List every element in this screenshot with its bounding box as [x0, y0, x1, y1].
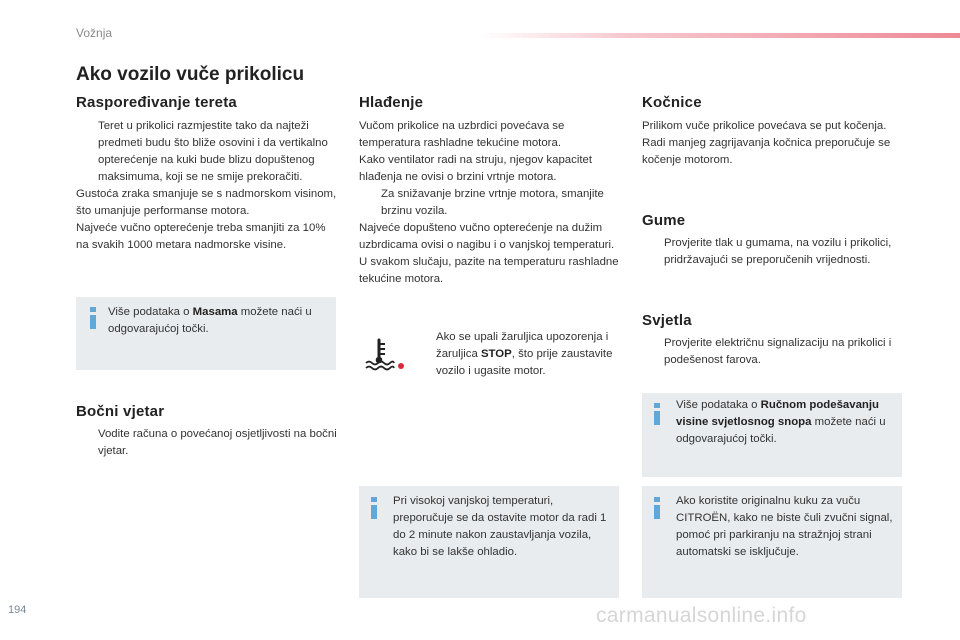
heading-cooling: Hlađenje [359, 94, 424, 111]
info-box-engine-idle [359, 486, 619, 598]
paragraph: Gustoća zraka smanjuje se s nadmorskom visinom, što umanjuje performanse motora. [76, 188, 337, 217]
watermark: carmanualsonline.info [596, 604, 807, 627]
list-item: Provjerite tlak u gumama, na vozilu i prikolici, pridržavajući se preporučenih vrijednosti. [664, 237, 892, 266]
paragraph: U svakom slučaju, pazite na temperaturu rashladne tekućine motora. [359, 256, 619, 285]
heading-lights: Svjetla [642, 312, 692, 329]
paragraph: Prilikom vuče prikolice povećava se put kočenja. [642, 120, 887, 132]
list-item: Teret u prikolici razmjestite tako da najteži predmeti budu što bliže osovini i da vertikalno opterećenje na kuki bude blizu dopuštenog maksimuma, koji se ne smije prekoračiti. [98, 120, 328, 183]
list-item: Za snižavanje brzine vrtnje motora, smanjite brzinu vozila. [381, 188, 604, 217]
col1-text [76, 118, 338, 254]
info-box-headlamp-adjustment [642, 393, 902, 477]
heading-brakes: Kočnice [642, 94, 702, 111]
coolant-temperature-warning-icon [364, 337, 406, 371]
coolant-warning-text [414, 329, 624, 380]
list-item: Vodite računa o povećanoj osjetljivosti na bočni vjetar. [98, 428, 337, 457]
paragraph: Kako ventilator radi na struju, njegov kapacitet hlađenja ne ovisi o brzini vrtnje motora. [359, 154, 593, 183]
section-title: Vožnja [76, 26, 113, 40]
info-text: Pri visokoj vanjskoj temperaturi, preporučuje se da ostavite motor da radi 1 do 2 minute nakon zaustavljanja vozila, kako bi se lakše ohladio. [393, 495, 607, 558]
col1-crosswind-text [76, 426, 338, 460]
info-box-mass [76, 297, 336, 370]
info-text: Ako koristite originalnu kuku za vuču CITROËN, kako ne biste čuli zvučni signal, pomoć pri parkiranju na stražnjoj strani automatski se isključuje. [676, 495, 893, 558]
paragraph: Najveće dopušteno vučno opterećenje na dužim uzbrdicama ovisi o nagibu i o vanjskoj temperaturi. [359, 222, 615, 251]
list-item: Ako se upali žaruljica upozorenja i žaruljica STOP, što prije zaustavite vozilo i ugasite motor. [436, 331, 613, 377]
list-item: Provjerite električnu signalizaciju na prikolici i podešenost farova. [664, 337, 892, 366]
col3-brakes-text [642, 118, 904, 169]
page-title: Ako vozilo vuče prikolicu [76, 64, 305, 85]
heading-crosswind: Bočni vjetar [76, 403, 165, 420]
heading-tyres: Gume [642, 212, 686, 229]
page-number: 194 [8, 604, 27, 616]
info-text: Više podataka o Masama možete naći u odgovarajućoj točki. [108, 306, 312, 335]
heading-load-distribution: Raspoređivanje tereta [76, 94, 237, 111]
paragraph: Najveće vučno opterećenje treba smanjiti za 10% na svakih 1000 metara nadmorske visine. [76, 222, 326, 251]
header-divider [480, 33, 960, 38]
col3-tyres-text [642, 235, 904, 269]
paragraph: Radi manjeg zagrijavanja kočnica preporučuje se kočenje motorom. [642, 137, 891, 166]
col2-text [359, 118, 621, 288]
info-text: Više podataka o Ručnom podešavanju visine svjetlosnog snopa možete naći u odgovarajućoj točki. [676, 399, 886, 445]
paragraph: Vučom prikolice na uzbrdici povećava se temperatura rashladne tekućine motora. [359, 120, 565, 149]
info-box-towbar-parking-sensors [642, 486, 902, 598]
col3-lights-text [642, 335, 904, 369]
